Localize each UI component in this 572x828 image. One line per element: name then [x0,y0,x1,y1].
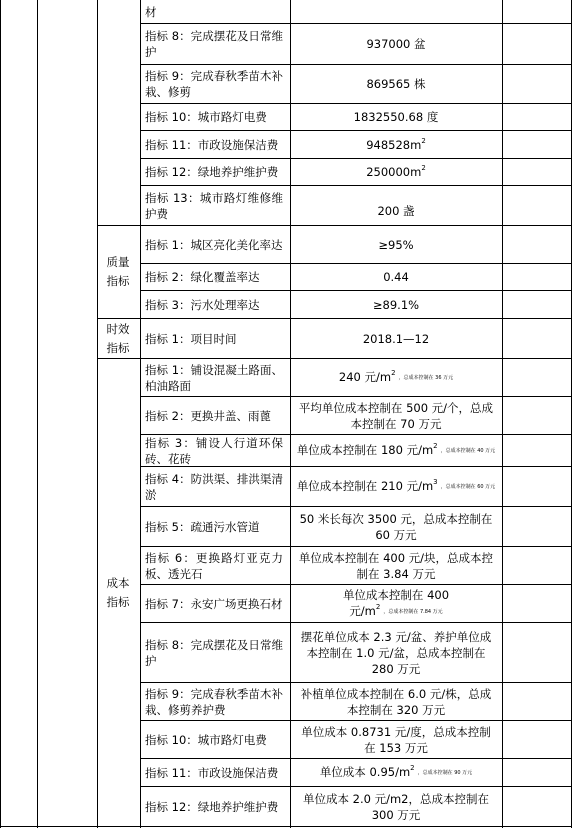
indicator-value: $250000m^2$ [366,164,426,179]
indicator-value: ≥89.1% [372,297,420,312]
indicator-value: 单位成本 $0.95/m^2$，总成本控制在 90 万元 [319,764,473,779]
indicator-name: 指标 8：完成摆花及日常维护 [145,29,283,59]
indicator-name: 指标 1：项目时间 [145,331,237,346]
category-cost: 成本指标 [106,575,130,609]
indicator-name: 指标 2：更换井盖、雨蓖 [145,408,271,423]
indicator-name: 指标 3：铺设人行道环保砖、花砖 [145,435,283,466]
indicator-name: 指标 1：铺设混凝土路面、柏油路面 [145,362,283,393]
column-divider [37,0,38,828]
indicator-value: 50 米长每次 3500 元，总成本控制在 60 万元 [299,511,493,542]
indicator-name: 指标 13：城市路灯维修维护费 [145,190,283,221]
indicator-value: 200 盏 [377,203,415,218]
indicator-value: 单位成本 2.0 元/m2，总成本控制在 300 万元 [303,791,489,822]
indicator-name: 指标 6：更换路灯亚克力板、透光石 [145,550,283,581]
indicator-name: 指标 8：完成摆花及日常维护 [145,637,283,668]
table-border-bottom [0,826,572,827]
category-timeliness: 时效指标 [106,321,130,355]
indicator-name: 指标 2：绿化覆盖率达 [145,270,260,284]
category-quality: 质量指标 [106,255,130,288]
indicator-value: 单位成本控制在 400 元$/m^2$，总成本控制在 7.84 万元 [342,588,450,618]
indicator-value: $948528m^2$ [366,136,426,152]
indicator-name: 指标 10：城市路灯电费 [145,732,267,747]
indicator-value: 摆花单位成本 2.3 元/盆、养护单位成本控制在 1.0 元/盆，总成本控制在 280 万元 [300,629,492,676]
indicator-name: 指标 12：绿地养护维护费 [145,165,279,179]
indicator-name: 指标 5：疏通污水管道 [145,519,260,534]
indicator-name: 指标 12：绿地养护维护费 [145,799,279,814]
indicator-value: 平均单位成本控制在 500 元/个，总成本控制在 70 万元 [298,400,494,431]
indicator-value: 补植单位成本控制在 6.0 元/株，总成本控制在 320 万元 [300,686,492,717]
indicator-name: 指标 7：永安广场更换石材 [145,596,283,611]
indicator-name: 指标 10：城市路灯电费 [145,110,267,124]
indicator-name: 指标 11：市政设施保洁费 [145,765,279,780]
indicator-value: 单位成本控制在 400 元/块，总成本控制在 3.84 万元 [298,550,494,581]
indicator-value: 单位成本控制在 180 元$/m^2$，总成本控制在 40 万元 [296,442,496,457]
indicator-name: 指标 9：完成春秋季苗木补栽、修剪养护费 [145,686,283,717]
indicator-value: ≥95% [378,237,414,252]
indicator-name: 指标 1：城区亮化美化率达 [145,237,283,252]
indicator-value: 0.44 [383,270,409,284]
indicator-name: 指标 11：市政设施保洁费 [145,137,279,152]
indicator-name: 指标 4：防洪渠、排洪渠清淤 [145,471,283,502]
indicator-value: 937000 盆 [366,37,426,51]
indicator-value: 869565 株 [366,77,426,91]
indicator-continuation: 材 [145,4,157,19]
indicator-name: 指标 9：完成春秋季苗木补栽、修剪 [145,69,283,99]
table-border-left [0,0,1,828]
indicator-value: 1832550.68 度 [353,110,439,124]
indicator-value: 240 元$/m^2$，总成本控制在 36 万元 [338,369,454,384]
indicator-name: 指标 3：污水处理率达 [145,297,260,312]
indicator-value: 单位成本控制在 210 元$/m^3$，总成本控制在 60 万元 [296,478,496,493]
indicator-value: 单位成本 0.8731 元/度，总成本控制在 153 万元 [301,724,491,755]
indicator-value: 2018.1—12 [362,331,430,346]
column-divider [502,0,503,828]
